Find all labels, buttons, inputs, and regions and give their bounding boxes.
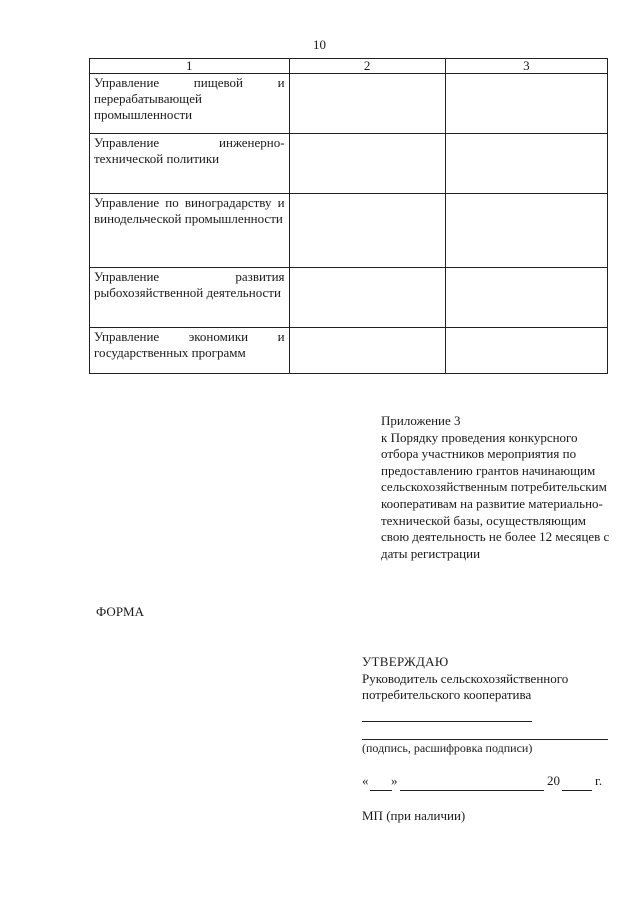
signature-line-1 (362, 721, 532, 722)
date-open-quote: « (362, 773, 369, 788)
date-year-prefix: 20 (547, 773, 560, 788)
table-cell (289, 268, 445, 328)
table-cell (445, 268, 607, 328)
table-cell (289, 328, 445, 374)
date-year-line (562, 790, 592, 791)
column-header-3: 3 (445, 59, 607, 74)
table-row (90, 328, 608, 374)
table-cell (445, 328, 607, 374)
appendix-title: Приложение 3 (381, 413, 461, 428)
table-cell (289, 194, 445, 268)
department-name: Управление экономики и государственных программ (90, 328, 290, 374)
department-name: Управление инженерно-технической политики (90, 134, 290, 194)
table-cell (289, 134, 445, 194)
signature-caption: (подпись, расшифровка подписи) (362, 741, 533, 755)
form-label: ФОРМА (96, 604, 144, 619)
column-header-1: 1 (90, 59, 290, 74)
table-row (90, 268, 608, 328)
column-header-2: 2 (289, 59, 445, 74)
department-name: Управление пищевой и перерабатывающей промышленности (90, 74, 290, 134)
date-row (362, 773, 612, 791)
department-name: Управление развития рыбохозяйственной деятельности (90, 268, 290, 328)
approval-text: Руководитель сельскохозяйственного потребительского кооператива (362, 670, 569, 702)
departments-table (89, 58, 608, 374)
table-cell (445, 74, 607, 134)
approval-block (362, 654, 612, 704)
table-row (90, 194, 608, 268)
page-number: 10 (313, 37, 326, 52)
date-close-quote: » (391, 773, 398, 788)
table-cell (445, 134, 607, 194)
department-name: Управление по виноградарству и винодельческой промышленности (90, 194, 290, 268)
date-day-line (370, 790, 392, 791)
table-row (90, 134, 608, 194)
approval-title: УТВЕРЖДАЮ (362, 654, 449, 669)
table-cell (445, 194, 607, 268)
appendix-block (381, 413, 613, 562)
date-month-line (400, 790, 544, 791)
stamp-label: МП (при наличии) (362, 808, 466, 823)
signature-line-2 (362, 739, 608, 740)
date-year-suffix: г. (595, 773, 603, 788)
table-cell (289, 74, 445, 134)
table-header-row (90, 59, 608, 74)
table-row (90, 74, 608, 134)
appendix-text: к Порядку проведения конкурсного отбора участников мероприятия по предоставлению грантов начинающим сельскохозяйственным потребительским кооперативам на развитие материально-технической базы, осуществляющим свою деятельность не более 12 месяцев с даты регистрации (381, 429, 610, 561)
